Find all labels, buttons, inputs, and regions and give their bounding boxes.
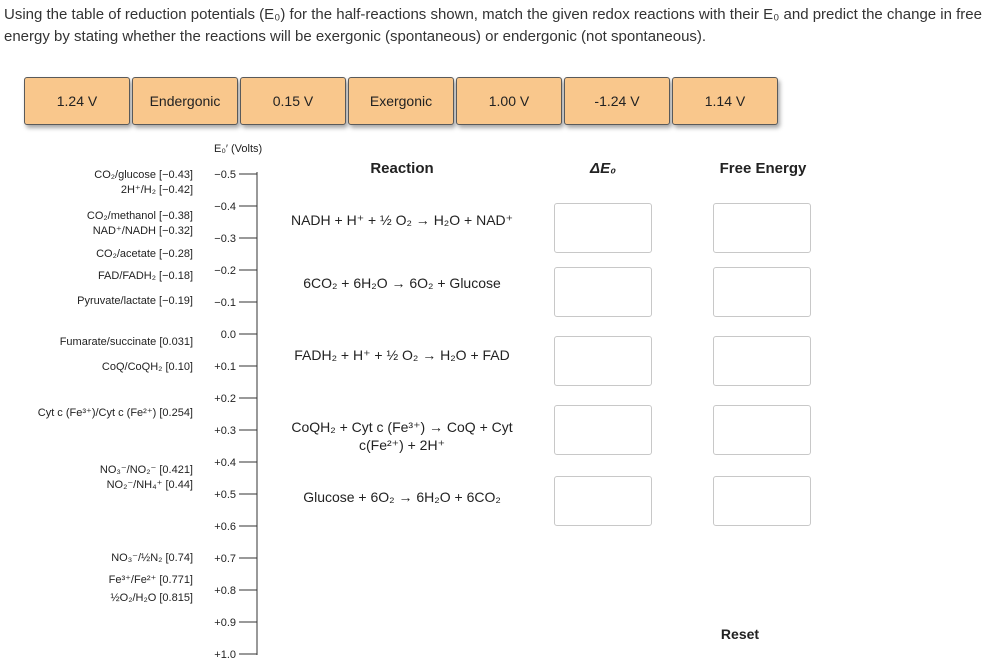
answer-chip[interactable]: -1.24 V [564, 77, 670, 125]
scale-tick-label: 0.0 [220, 329, 236, 341]
scale-tick-label: +0.4 [214, 457, 236, 469]
scale-tick-label: +0.3 [214, 425, 236, 437]
answer-chip[interactable]: Endergonic [132, 77, 238, 125]
answer-chip[interactable]: 1.00 V [456, 77, 562, 125]
delta-e-drop-target[interactable] [554, 267, 652, 317]
free-energy-column-header: Free Energy [719, 160, 807, 177]
redox-couple-label: CO₂/acetate [−0.28] [96, 248, 193, 260]
redox-couple-label: 2H⁺/H₂ [−0.42] [120, 184, 193, 196]
reaction-text: Glucose + 6O₂ → 6H₂O + 6CO₂ [303, 489, 501, 505]
reduction-potential-scale [0, 0, 270, 666]
delta-e-drop-target[interactable] [554, 203, 652, 253]
redox-couple-label: Pyruvate/lactate [−0.19] [77, 295, 193, 307]
scale-tick-label: +0.8 [214, 585, 236, 597]
scale-tick-label: −0.5 [214, 169, 236, 181]
scale-tick-label: +0.2 [214, 393, 236, 405]
scale-tick-label: +1.0 [214, 649, 236, 661]
answer-chip[interactable]: Exergonic [348, 77, 454, 125]
answer-chip[interactable]: 1.24 V [24, 77, 130, 125]
reaction-text: 6CO₂ + 6H₂O → 6O₂ + Glucose [303, 275, 501, 291]
free-energy-drop-target[interactable] [713, 267, 811, 317]
delta-e-drop-target[interactable] [554, 405, 652, 455]
redox-couple-label: NO₃⁻/NO₂⁻ [0.421] [99, 464, 193, 476]
reaction-column-header: Reaction [370, 160, 434, 177]
redox-couple-label: Fumarate/succinate [0.031] [59, 336, 193, 348]
redox-couple-label: Cyt c (Fe³⁺)/Cyt c (Fe²⁺) [0.254] [37, 407, 193, 419]
delta-e-drop-target[interactable] [554, 336, 652, 386]
reaction-text-continued: c(Fe²⁺) + 2H⁺ [359, 437, 445, 453]
scale-title: E₀′ (Volts) [214, 143, 263, 155]
reaction-row-1 [272, 211, 532, 229]
redox-couple-label: CO₂/methanol [−0.38] [86, 210, 193, 222]
instructions-text: Using the table of reduction potentials (E₀) for the half-reactions shown, match the given redox reactions with their E₀ and predict the change in free energy by stating whether the reactions will be exergonic (spontaneous) or endergonic (not spontaneous). [4, 6, 982, 45]
free-energy-drop-target[interactable] [713, 336, 811, 386]
redox-couple-label: CoQ/CoQH₂ [0.10] [101, 361, 193, 373]
scale-tick-label: −0.1 [214, 297, 236, 309]
redox-couple-label: NO₃⁻/½N₂ [0.74] [111, 552, 193, 564]
redox-couple-label: NO₂⁻/NH₄⁺ [0.44] [106, 479, 193, 491]
redox-couple-label: Fe³⁺/Fe²⁺ [0.771] [108, 574, 193, 586]
reaction-text: CoQH₂ + Cyt c (Fe³⁺) → CoQ + Cyt [291, 419, 513, 435]
free-energy-drop-target[interactable] [713, 203, 811, 253]
scale-tick-label: −0.3 [214, 233, 236, 245]
redox-couple-label: NAD⁺/NADH [−0.32] [92, 225, 193, 237]
scale-tick-label: +0.5 [214, 489, 236, 501]
reaction-row-5 [272, 488, 532, 506]
scale-tick-label: +0.1 [214, 361, 236, 373]
reaction-row-2 [272, 274, 532, 292]
reaction-row-4 [272, 418, 532, 454]
scale-tick-label: +0.6 [214, 521, 236, 533]
scale-tick-label: −0.2 [214, 265, 236, 277]
reset-button[interactable]: Reset [720, 626, 760, 642]
scale-tick-label: +0.9 [214, 617, 236, 629]
free-energy-drop-target[interactable] [713, 405, 811, 455]
answer-chip[interactable]: 1.14 V [672, 77, 778, 125]
redox-couple-label: ½O₂/H₂O [0.815] [110, 592, 193, 604]
reaction-text: FADH₂ + H⁺ + ½ O₂ → H₂O + FAD [294, 347, 510, 363]
free-energy-drop-target[interactable] [713, 476, 811, 526]
redox-couple-label: CO₂/glucose [−0.43] [94, 169, 193, 181]
reaction-text: NADH + H⁺ + ½ O₂ → H₂O + NAD⁺ [290, 212, 514, 228]
redox-couple-label: FAD/FADH₂ [−0.18] [97, 270, 193, 282]
delta-e-drop-target[interactable] [554, 476, 652, 526]
delta-e-column-header: ΔE₀ [590, 160, 616, 177]
reaction-row-3 [272, 346, 532, 364]
scale-tick-label: +0.7 [214, 553, 236, 565]
scale-tick-label: −0.4 [214, 201, 236, 213]
answer-chip[interactable]: 0.15 V [240, 77, 346, 125]
